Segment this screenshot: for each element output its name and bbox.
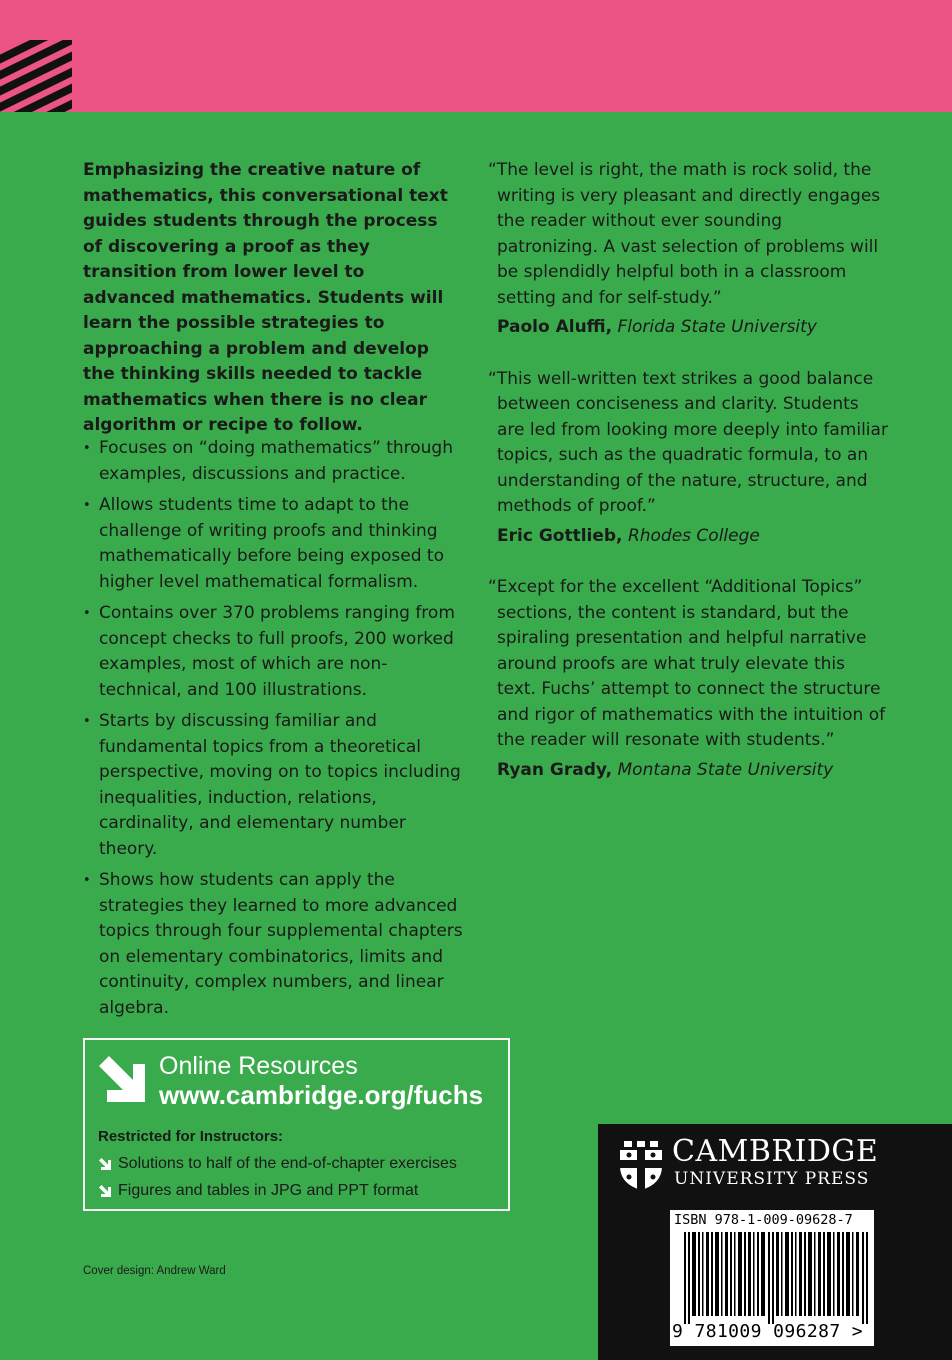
feature-item: • Allows students time to adapt to the challenge of writing proofs and thinking mathematically before being exposed to higher level mathematical formalism. — [83, 493, 463, 595]
quote-author: Eric Gottlieb, — [497, 525, 623, 546]
barcode-graphic — [684, 1232, 868, 1324]
quote-attribution — [497, 758, 888, 784]
resource-item-label: Figures and tables in JPG and PPT format — [118, 1182, 419, 1199]
quote-text: “The level is right, the math is rock solid, the writing is very pleasant and directly engages the reader without ever sounding patronizing. A vast selection of problems will be splendidly helpful both in a classroom setting and for self-study.” — [488, 160, 881, 308]
quote-attribution — [497, 524, 888, 550]
cover-credit: Cover design: Andrew Ward — [83, 1265, 226, 1277]
feature-list — [83, 436, 463, 1027]
book-summary: Emphasizing the creative nature of mathematics, this conversational text guides students through the process of discovering a proof as they transition from lower level to advanced mathematics. Students will learn the possible strategies to approaching a problem and develop the thinking skills needed to tackle mathematics when there is no clear algorithm or recipe to follow. — [83, 160, 448, 435]
resource-item — [98, 1155, 457, 1173]
arrow-down-right-icon — [98, 1184, 112, 1198]
resource-item — [98, 1182, 418, 1200]
arrow-down-right-icon — [98, 1157, 112, 1171]
endorsement-quote — [488, 367, 888, 550]
quote-author: Ryan Grady, — [497, 759, 613, 780]
quote-author: Paolo Aluffi, — [497, 317, 613, 337]
quote-institution: Montana State University — [617, 759, 834, 780]
university-crest-icon — [618, 1136, 664, 1192]
arrow-down-right-icon — [97, 1054, 147, 1104]
feature-item: • Focuses on “doing mathematics” through examples, discussions and practice. — [83, 436, 463, 487]
resources-title: Online Resources — [159, 1052, 358, 1080]
quote-institution: Rhodes College — [627, 525, 760, 546]
isbn-label: ISBN 978-1-009-09628-7 — [674, 1212, 853, 1228]
resources-url-link[interactable]: www.cambridge.org/fuchs — [159, 1080, 484, 1110]
endorsements — [488, 158, 888, 809]
resource-item-label: Solutions to half of the end-of-chapter exercises — [118, 1155, 457, 1172]
barcode-panel — [670, 1210, 874, 1346]
publisher-block — [598, 1124, 952, 1360]
publisher-name: CAMBRIDGE — [672, 1134, 879, 1169]
online-resources-box — [83, 1038, 510, 1211]
feature-item: • Shows how students can apply the strategies they learned to more advanced topics through four supplemental chapters on elementary combinatorics, limits and continuity, complex numbers, and linear algebra. — [83, 868, 463, 1021]
quote-institution: Florida State University — [617, 317, 817, 337]
feature-item: • Starts by discussing familiar and fundamental topics from a theoretical perspective, moving on to topics including inequalities, induction, relations, cardinality, and elementary number theory. — [83, 709, 463, 862]
quote-text: “This well-written text strikes a good balance between conciseness and clarity. Students are led from looking more deeply into familiar topics, such as the quadratic formula, to an understanding of the nature, structure, and methods of proof.” — [488, 368, 888, 516]
endorsement-quote — [488, 158, 888, 341]
instructor-heading: Restricted for Instructors: — [98, 1128, 284, 1145]
diagonal-stripes-graphic — [0, 40, 72, 112]
quote-attribution — [497, 315, 888, 341]
quote-text: “Except for the excellent “Additional Topics” sections, the content is standard, but the spiraling presentation and helpful narrative around proofs are what truly elevate this text. Fuchs’ attempt to connect the structure and rigor of mathematics with the intuition of the reader will resonate with students.” — [488, 577, 886, 750]
publisher-subtitle: UNIVERSITY PRESS — [674, 1169, 870, 1189]
pink-header-band — [0, 0, 952, 112]
feature-item: • Contains over 370 problems ranging from concept checks to full proofs, 200 worked examples, most of which are non-technical, and 100 illustrations. — [83, 601, 463, 703]
barcode-number: 9 781009 096287 > — [672, 1321, 864, 1342]
endorsement-quote — [488, 575, 888, 783]
